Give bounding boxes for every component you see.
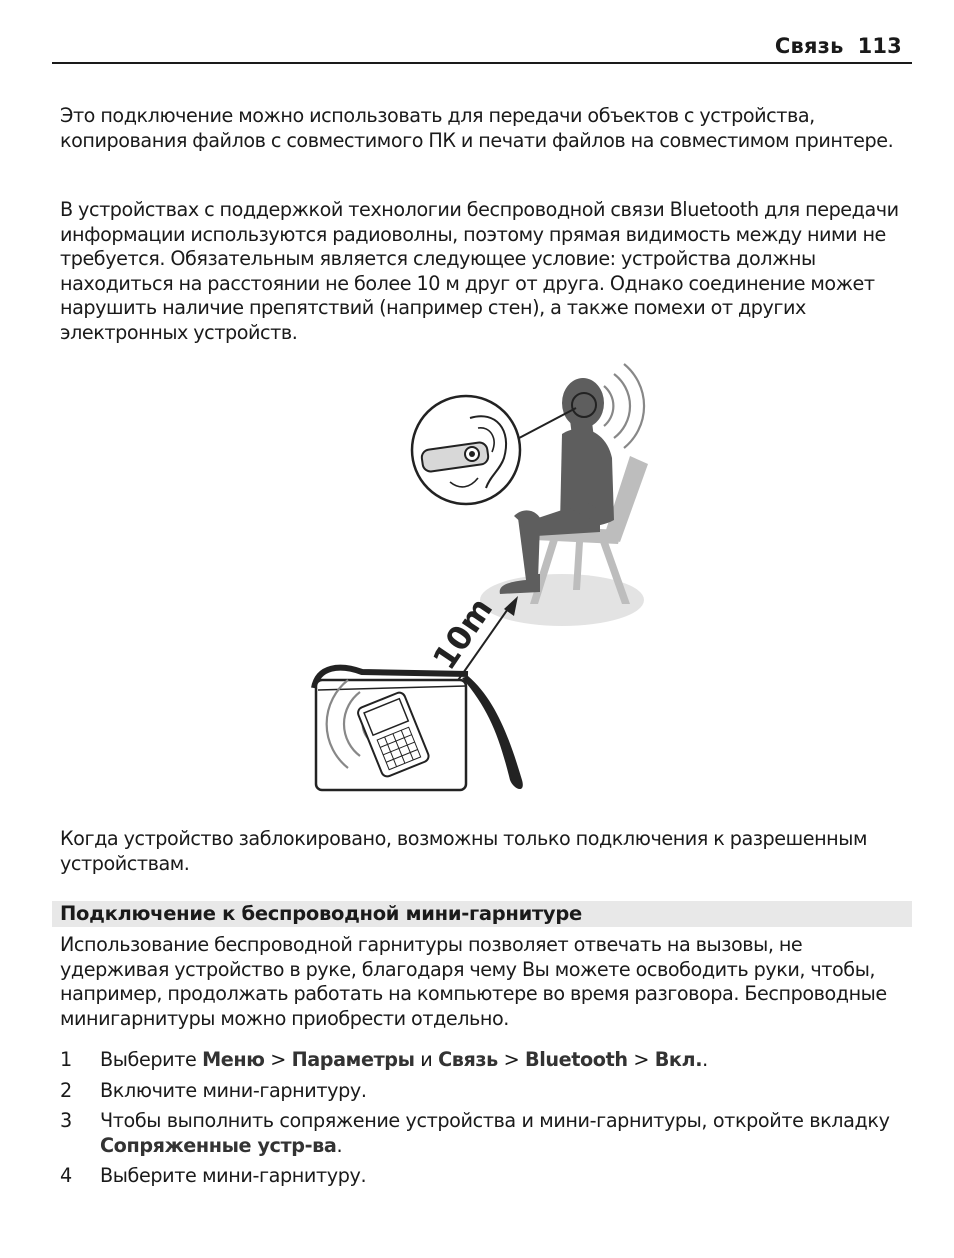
- menu-path-bluetooth: Bluetooth: [524, 1048, 628, 1071]
- page-header: [52, 34, 912, 64]
- section-title: Подключение к беспроводной мини-гарнитуре: [60, 902, 582, 925]
- paragraph-headset: Использование беспроводной гарнитуры позволяет отвечать на вызовы, не удерживая устройство в руке, благодаря чему Вы можете освободить руки, чтобы, например, продолжать работать на компьютере во время разговора. Беспроводные минигарнитуры можно приобрести отдельно.: [60, 933, 887, 1030]
- distance-label: 10m: [425, 590, 501, 677]
- step-1-suffix: .: [702, 1048, 708, 1071]
- step-4: [60, 1164, 910, 1189]
- step-1: [60, 1048, 910, 1073]
- paired-devices-tab-label: Сопряженные устр-ва: [100, 1133, 337, 1157]
- page-number: 113: [857, 34, 902, 58]
- paragraph-intro: Это подключение можно использовать для передачи объектов с устройства, копирования файлов с совместимого ПК и печати файлов на совместимом принтере.: [60, 104, 894, 152]
- step-3: [60, 1109, 910, 1158]
- head-sound-waves: [604, 364, 644, 448]
- step-number: 4: [60, 1164, 72, 1188]
- step-1-prefix: Выберите: [100, 1048, 203, 1071]
- step-text: Включите мини-гарнитуру.: [100, 1078, 367, 1102]
- menu-path-settings: Параметры: [291, 1048, 415, 1071]
- menu-sep: >: [497, 1048, 525, 1071]
- step-text: Выберите мини-гарнитуру.: [100, 1164, 367, 1188]
- step-3-suffix: .: [336, 1133, 343, 1157]
- section-heading-bar: [52, 901, 912, 927]
- step-text: [100, 1048, 910, 1073]
- header-right: [775, 34, 902, 58]
- menu-path-connectivity: Связь: [438, 1048, 498, 1071]
- menu-sep: >: [264, 1048, 292, 1071]
- steps-list: [60, 1048, 910, 1195]
- step-number: 2: [60, 1078, 72, 1102]
- seated-person: [500, 378, 614, 594]
- menu-sep: >: [627, 1048, 655, 1071]
- menu-sep: и: [414, 1048, 439, 1071]
- menu-path-menu: Меню: [202, 1048, 265, 1071]
- headset-inset: [412, 396, 520, 504]
- step-number: 1: [60, 1048, 72, 1071]
- step-3-text: Чтобы выполнить сопряжение устройства и мини-гарнитуры, откройте вкладку: [100, 1109, 890, 1133]
- bluetooth-range-illustration: [300, 360, 670, 805]
- step-2: [60, 1079, 910, 1104]
- menu-path-on: Вкл.: [654, 1048, 703, 1071]
- step-number: 3: [60, 1109, 72, 1133]
- section-name: Связь: [774, 34, 844, 58]
- paragraph-bluetooth: В устройствах с поддержкой технологии беспроводной связи Bluetooth для передачи информации используются радиоволны, поэтому прямая видимость между ними не требуется. Обязательным является следующее условие: устройства должны находиться на расстоянии не более 10 м друг от друга. Однако соединение может нарушить наличие препятствий (например стен), а также помехи от других электронных устройств.: [60, 198, 899, 344]
- paragraph-locked: Когда устройство заблокировано, возможны только подключения к разрешенным устройствам.: [60, 827, 867, 875]
- step-text: [100, 1109, 910, 1158]
